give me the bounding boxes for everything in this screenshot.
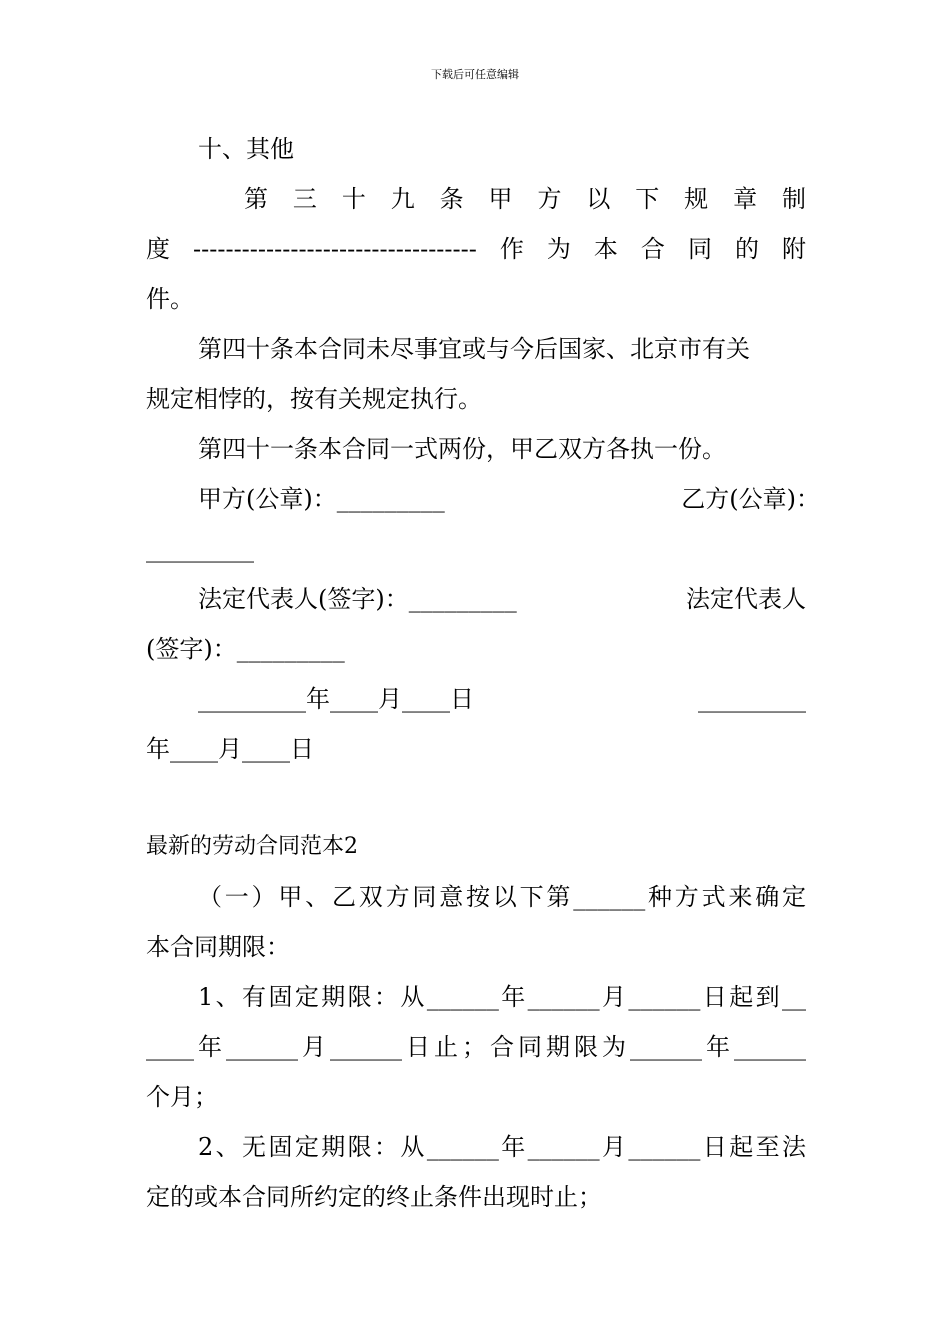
party-a-representative: 法定代表人(签字)：_________	[198, 585, 517, 613]
article-41: 第四十一条本合同一式两份，甲乙双方各执一份。	[198, 435, 726, 463]
page-header: 下载后可任意编辑	[431, 68, 519, 81]
fixed-term-line1: 1、有固定期限：从______年______月______日起到__	[198, 983, 806, 1011]
section-heading: 十、其他	[198, 135, 294, 163]
article-40-line2: 规定相悖的，按有关规定执行。	[146, 385, 482, 413]
party-b-seal: 乙方(公章)：	[681, 485, 820, 513]
article-39-line3: 件。	[146, 285, 194, 313]
party-a-seal: 甲方(公章)：_________	[198, 485, 445, 513]
article-40-line1: 第四十条本合同未尽事宜或与今后国家、北京市有关	[198, 335, 750, 363]
party-b-date: 年____月____日	[146, 735, 314, 763]
fixed-term-line2: ____年______月______日止；合同期限为______年______	[146, 1033, 806, 1061]
party-b-representative-sign: (签字)：_________	[146, 635, 345, 663]
party-b-representative: 法定代表人	[686, 585, 806, 613]
party-b-date-blank: _________	[698, 685, 806, 713]
party-b-seal-blank: _________	[146, 535, 254, 563]
article-39-line1: 第三十九条甲方以下规章制	[244, 185, 806, 213]
term-clause-line2: 本合同期限：	[146, 933, 290, 961]
document-title: 最新的劳动合同范本2	[146, 834, 358, 859]
term-clause-line1: （一）甲、乙双方同意按以下第______种方式来确定	[198, 883, 806, 911]
open-term-line2: 定的或本合同所约定的终止条件出现时止；	[146, 1183, 602, 1211]
fixed-term-line3: 个月；	[146, 1083, 218, 1111]
article-39-line2: 度-----------------------------------作为本合同的附	[146, 235, 806, 263]
open-term-line1: 2、无固定期限：从______年______月______日起至法	[198, 1133, 806, 1161]
party-a-date: _________年____月____日	[198, 685, 474, 713]
